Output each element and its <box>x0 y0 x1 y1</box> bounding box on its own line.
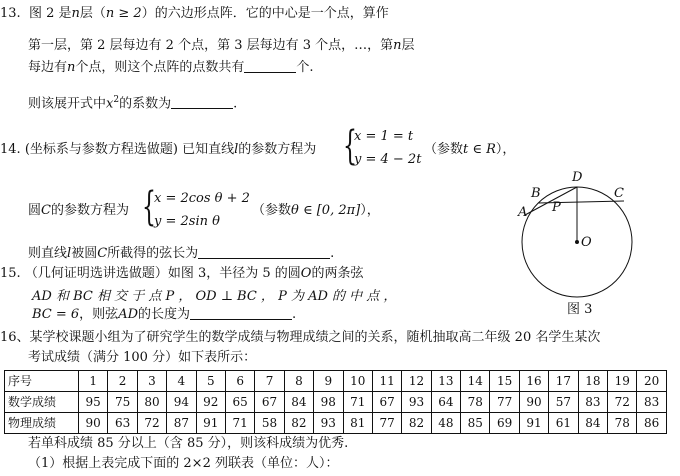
q15-condition: BC = 6 <box>32 307 80 322</box>
table-cell: 61 <box>549 413 578 434</box>
q13-text: . <box>233 96 238 112</box>
table-cell: 12 <box>402 371 431 392</box>
q14-line1 <box>0 142 316 158</box>
label-P: P <box>552 200 561 215</box>
q13-var-n: n <box>393 38 402 53</box>
q14-eq2: y = 4 − 2t <box>354 152 422 167</box>
table-cell: 3 <box>137 371 166 392</box>
q14-var-C: C <box>97 246 108 261</box>
q14-circle-param <box>252 203 380 219</box>
q13-number: 13. <box>0 6 21 21</box>
table-cell: 95 <box>79 392 108 413</box>
q13-text: 则该展开式中 <box>28 96 107 112</box>
q14-var-l: l <box>67 246 72 261</box>
q15-var-O: O <box>300 266 312 281</box>
q14-circle-brace: { <box>142 184 156 230</box>
q13-text: 层 <box>401 38 415 53</box>
table-cell: 93 <box>402 392 431 413</box>
q14-text: 的参数方程为 <box>238 142 317 157</box>
table-cell: 7 <box>255 371 284 392</box>
label-D: D <box>572 170 583 185</box>
table-cell: 13 <box>431 371 460 392</box>
table-cell: 87 <box>167 413 196 434</box>
q16-line2: 考试成绩（满分 100 分）如下表所示： <box>28 350 257 365</box>
table-cell: 20 <box>637 371 666 392</box>
q14-circle-eq2: y = 2sin θ <box>154 214 220 229</box>
table-cell: 48 <box>431 413 460 434</box>
table-cell: 85 <box>461 413 490 434</box>
q16-line1 <box>0 330 600 346</box>
q14-text: ）， <box>495 142 516 157</box>
label-B: B <box>531 186 541 201</box>
q15-text: ，则弦 <box>79 307 119 322</box>
table-cell: 82 <box>284 413 313 434</box>
q13-text: 层（ <box>79 6 106 21</box>
table-cell: 92 <box>196 392 225 413</box>
label-C: C <box>614 186 624 201</box>
table-cell: 93 <box>314 413 343 434</box>
q14-eq1: x = 1 = t <box>354 129 414 144</box>
q16-after1: 若单科成绩 85 分以上（含 85 分），则该科成绩为优秀. <box>28 436 349 451</box>
q14-text: 则直线 <box>28 246 68 261</box>
q14-text: （参数 <box>424 142 464 157</box>
q14-circle-eq1: x = 2cos θ + 2 <box>154 191 250 206</box>
table-cell: 84 <box>578 413 607 434</box>
table-cell: 83 <box>578 392 607 413</box>
table-cell: 78 <box>461 392 490 413</box>
q13-var-n: n <box>67 60 76 75</box>
table-cell: 72 <box>137 413 166 434</box>
table-row-math <box>5 392 667 413</box>
table-cell: 2 <box>108 371 137 392</box>
table-cell: 83 <box>637 392 666 413</box>
table-cell: 90 <box>79 413 108 434</box>
q14-chord-line <box>28 246 334 262</box>
table-cell: 77 <box>372 413 401 434</box>
q13-text: 个. <box>296 60 314 75</box>
table-cell: 71 <box>343 392 372 413</box>
table-cell: 81 <box>343 413 372 434</box>
scores-table <box>4 370 667 434</box>
table-cell: 82 <box>402 413 431 434</box>
q14-number: 14. <box>0 142 21 157</box>
table-header-cell: 数学成绩 <box>5 392 79 413</box>
q15-var-AD: AD <box>118 307 138 322</box>
label-A: A <box>518 205 528 220</box>
q13-var-x: x <box>106 96 114 112</box>
q16-after2: （1）根据上表完成下面的 2×2 列联表（单位：人）： <box>28 456 339 471</box>
table-cell: 58 <box>255 413 284 434</box>
q15-text: 的长度为 <box>138 307 191 322</box>
table-cell: 71 <box>225 413 254 434</box>
table-cell: 94 <box>167 392 196 413</box>
table-cell: 86 <box>637 413 666 434</box>
table-cell: 14 <box>461 371 490 392</box>
table-cell: 5 <box>196 371 225 392</box>
q14-text: 圆 <box>28 203 42 218</box>
q14-var-C: C <box>41 203 51 218</box>
q14-text: (坐标系与参数方程选做题) 已知直线 <box>24 142 235 157</box>
table-cell: 72 <box>608 392 637 413</box>
table-header-cell: 序号 <box>5 371 79 392</box>
q14-answer-blank[interactable] <box>198 246 330 259</box>
q13-condition: n ≥ 2 <box>105 6 142 21</box>
q13-var-n: n <box>71 6 80 21</box>
q14-text: ）， <box>360 203 380 218</box>
table-cell: 77 <box>490 392 519 413</box>
table-cell: 67 <box>255 392 284 413</box>
q14-text: 被圆 <box>71 246 98 261</box>
table-cell: 6 <box>225 371 254 392</box>
table-cell: 19 <box>608 371 637 392</box>
q15-answer-blank[interactable] <box>190 307 292 320</box>
table-cell: 78 <box>608 413 637 434</box>
table-header-cell: 物理成绩 <box>5 413 79 434</box>
q14-circle-param-domain: θ ∈ [0, 2π] <box>291 203 361 218</box>
q14-text: 的参数方程为 <box>50 203 129 218</box>
q13-exponent: 2 <box>113 95 120 105</box>
q14-param-domain: t ∈ R <box>463 142 496 157</box>
table-cell: 69 <box>490 413 519 434</box>
table-cell: 90 <box>519 392 548 413</box>
table-cell: 4 <box>167 371 196 392</box>
q13-text: 的系数为 <box>119 96 172 112</box>
table-cell: 64 <box>431 392 460 413</box>
q16-text: 某学校课题小组为了研究学生的数学成绩与物理成绩之间的关系，随机抽取高二年级 20 名学生某次 <box>29 330 601 345</box>
figure-caption: 图 3 <box>567 302 593 317</box>
q13-text: 个点，则这个点阵的点数共有 <box>75 60 245 75</box>
q13-text: 图 2 是 <box>28 6 72 21</box>
table-cell: 84 <box>284 392 313 413</box>
table-cell: 75 <box>108 392 137 413</box>
table-cell: 63 <box>108 413 137 434</box>
table-cell: 57 <box>549 392 578 413</box>
center-point <box>575 240 579 244</box>
q15-number: 15. <box>0 266 21 281</box>
q14-param <box>424 142 515 158</box>
table-cell: 80 <box>137 392 166 413</box>
q13-line3 <box>28 60 314 76</box>
q14-text: 所截得的弦长为 <box>107 246 199 261</box>
table-row-physics <box>5 413 667 434</box>
table-cell: 10 <box>343 371 372 392</box>
table-cell: 18 <box>578 371 607 392</box>
q13-text: ）的六边形点阵．它的中心是一个点，算作 <box>141 6 389 21</box>
q15-line2: AD 和 BC 相 交 于 点 P ， OD ⊥ BC ， P 为 AD 的 中 点 ， <box>32 289 397 304</box>
table-row-ids <box>5 371 667 392</box>
table-cell: 98 <box>314 392 343 413</box>
q15-line3 <box>32 307 296 323</box>
table-cell: 8 <box>284 371 313 392</box>
q14-var-l: l <box>234 142 239 157</box>
table-cell: 15 <box>490 371 519 392</box>
q16-number: 16、 <box>0 330 30 345</box>
q15-text: . <box>292 307 297 322</box>
q15-line1 <box>0 266 363 282</box>
q15-text: 的两条弦 <box>311 266 364 281</box>
table-cell: 65 <box>225 392 254 413</box>
table-cell: 91 <box>196 413 225 434</box>
q13-text: 每边有 <box>28 60 68 75</box>
q13-line4 <box>28 92 237 112</box>
q14-system-brace: { <box>343 123 357 169</box>
q13-line1 <box>0 6 389 22</box>
q14-text: . <box>330 246 335 261</box>
q13-answer-blank[interactable] <box>244 60 296 73</box>
q13-text: 第一层，第 2 层每边有 2 个点，第 3 层每边有 3 个点，…，第 <box>28 38 394 53</box>
table-cell: 1 <box>79 371 108 392</box>
table-cell: 16 <box>519 371 548 392</box>
table-cell: 9 <box>314 371 343 392</box>
label-O: O <box>581 235 592 250</box>
q14-text: （参数 <box>252 203 292 218</box>
q13-coefficient-blank[interactable] <box>171 96 233 109</box>
table-cell: 67 <box>372 392 401 413</box>
q13-line2 <box>28 38 415 54</box>
table-cell: 91 <box>519 413 548 434</box>
q14-circle-line <box>28 203 129 219</box>
q15-text: （几何证明选讲选做题）如图 3，半径为 5 的圆 <box>24 266 301 281</box>
table-cell: 17 <box>549 371 578 392</box>
table-cell: 11 <box>372 371 401 392</box>
